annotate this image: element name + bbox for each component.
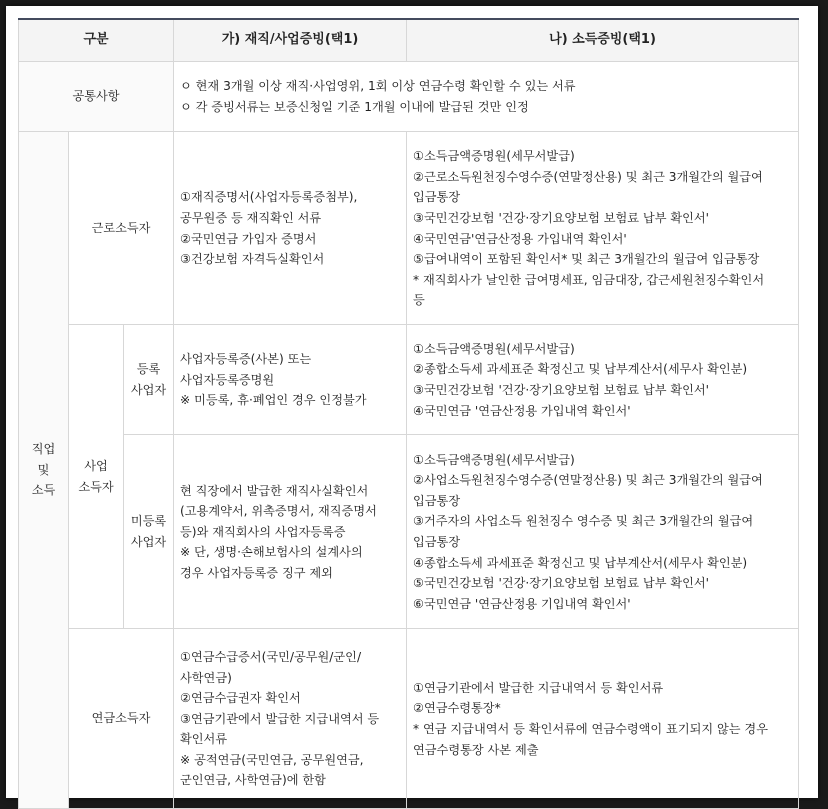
header-row — [19, 19, 799, 62]
income-proof-cell: ①소득금액증명원(세무서발급) ②종합소득세 과세표준 확정신고 및 납부계산서(세무사 확인분) ③국민건강보험 '건강·장기요양보험 보험료 납부 확인서' ④국민연금 '연금산정용 가입내역 확인서' — [407, 325, 799, 435]
employment-proof-cell: ①재직증명서(사업자등록증첨부), 공무원증 등 재직확인 서류 ②국민연금 가입자 증명서 ③건강보험 자격득실확인서 — [174, 132, 407, 325]
table-row — [19, 435, 799, 629]
header-income-proof: 나) 소득증빙(택1) — [407, 19, 799, 62]
document-card — [6, 6, 818, 798]
row-label-registered: 등록 사업자 — [124, 325, 174, 435]
employment-proof-cell: 현 직장에서 발급한 재직사실확인서 (고용계약서, 위촉증명서, 재직증명서 등)와 재직회사의 사업자등록증 ※ 단, 생명·손해보험사의 설계사의 경우 사업자등록증 징구 제외 — [174, 435, 407, 629]
employment-proof-cell: 사업자등록증(사본) 또는 사업자등록증명원 ※ 미등록, 휴·폐업인 경우 인정불가 — [174, 325, 407, 435]
common-row — [19, 62, 799, 132]
table-row — [19, 629, 799, 809]
common-label: 공통사항 — [19, 62, 174, 132]
row-label-business: 사업 소득자 — [69, 325, 124, 629]
income-proof-cell: ①소득금액증명원(세무서발급) ②사업소득원천징수영수증(연말정산용) 및 최근 3개월간의 월급여 입금통장 ③거주자의 사업소득 원천징수 영수증 및 최근 3개월간의 월급여 입금통장 ④종합소득세 과세표준 확정신고 및 납부계산서(세무사 확인분) ⑤국민건강보험 '건강·장기요양보험 보험료 납부 확인서' ⑥국민연금 '연금산정용 기입내역 확인서' — [407, 435, 799, 629]
side-label-job-income: 직업 및 소득 — [19, 132, 69, 809]
row-label-unregistered: 미등록 사업자 — [124, 435, 174, 629]
row-label-salaried: 근로소득자 — [69, 132, 174, 325]
income-proof-cell: ①연금기관에서 발급한 지급내역서 등 확인서류 ②연금수령통장* * 연금 지급내역서 등 확인서류에 연금수령액이 표기되지 않는 경우 연금수령통장 사본 제출 — [407, 629, 799, 809]
common-line: ㅇ 현재 3개월 이상 재직·사업영위, 1회 이상 연금수령 확인할 수 있는 서류 — [180, 79, 576, 94]
common-content — [174, 62, 799, 132]
table-row — [19, 132, 799, 325]
header-employment-proof: 가) 재직/사업증빙(택1) — [174, 19, 407, 62]
header-category: 구분 — [19, 19, 174, 62]
row-label-pensioner: 연금소득자 — [69, 629, 174, 809]
income-proof-cell: ①소득금액증명원(세무서발급) ②근로소득원천징수영수증(연말정산용) 및 최근 3개월간의 월급여 입금통장 ③국민건강보험 '건강·장기요양보험 보험료 납부 확인서' ④국민연금'연금산정용 가입내역 확인서' ⑤급여내역이 포함된 확인서* 및 최근 3개월간의 월급여 입금통장 * 재직회사가 날인한 급여명세표, 임금대장, 갑근세원천징수확인서 등 — [407, 132, 799, 325]
table-row — [19, 325, 799, 435]
employment-proof-cell: ①연금수급증서(국민/공무원/군인/ 사학연금) ②연금수급권자 확인서 ③연금기관에서 발급한 지급내역서 등 확인서류 ※ 공적연금(국민연금, 공무원연금, 군인연금, 사학연금)에 한함 — [174, 629, 407, 809]
requirements-table — [18, 18, 799, 809]
common-line: ㅇ 각 증빙서류는 보증신청일 기준 1개월 이내에 발급된 것만 인정 — [180, 100, 529, 114]
